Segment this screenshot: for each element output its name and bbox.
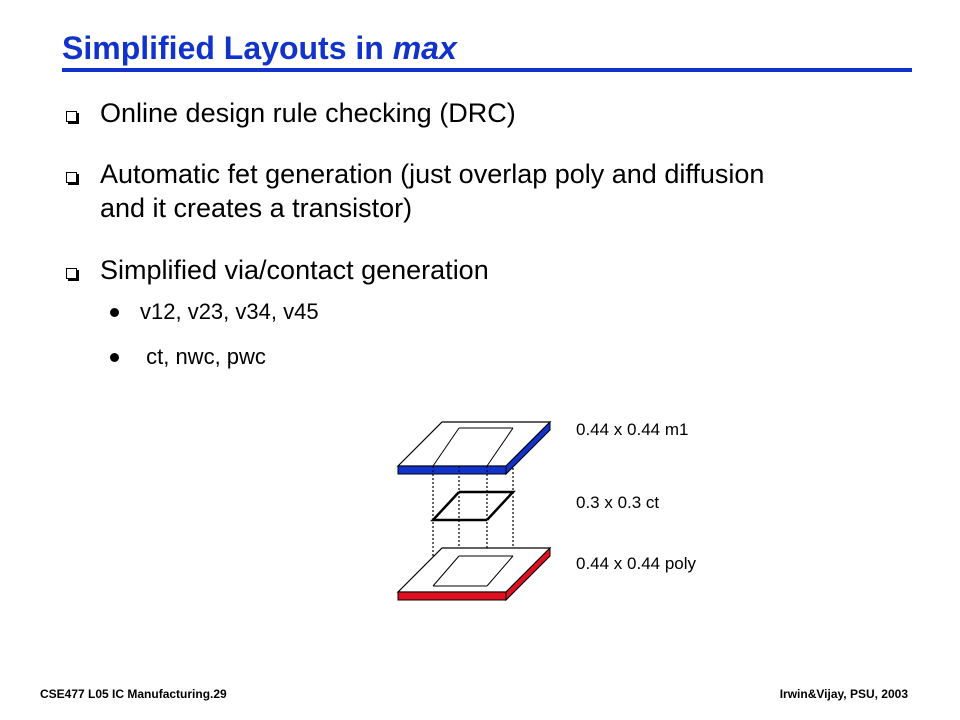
ct-outline-upper (459, 492, 513, 520)
ct-contact (433, 492, 513, 520)
bullet-text-line1: Automatic fet generation (just overlap poly and diffusion (100, 159, 765, 189)
footer-authors: Irwin&Vijay, PSU, 2003 (779, 687, 908, 701)
label-poly: 0.44 x 0.44 poly (576, 554, 697, 573)
poly-layer (398, 548, 550, 600)
m1-front-face (398, 466, 506, 474)
ct-outline-lower (433, 492, 487, 520)
label-m1: 0.44 x 0.44 m1 (576, 420, 689, 439)
footer-course: CSE477 L05 IC Manufacturing.29 (40, 687, 227, 701)
bullet-text: Online design rule checking (DRC) (100, 98, 516, 128)
m1-top-face (398, 422, 550, 466)
bullet-text: Simplified via/contact generation (100, 255, 489, 285)
slide-title-italic: max (392, 30, 457, 66)
sub-bullet-text: ct, nwc, pwc (140, 344, 266, 369)
bullet-text-line2: and it creates a transistor) (100, 193, 413, 223)
m1-layer (398, 422, 550, 474)
slide-title-text: Simplified Layouts in (62, 30, 393, 66)
sub-bullet-text: v12, v23, v34, v45 (140, 299, 319, 324)
poly-top-face (398, 548, 550, 592)
poly-front-face (398, 592, 506, 600)
label-ct: 0.3 x 0.3 ct (576, 493, 660, 512)
